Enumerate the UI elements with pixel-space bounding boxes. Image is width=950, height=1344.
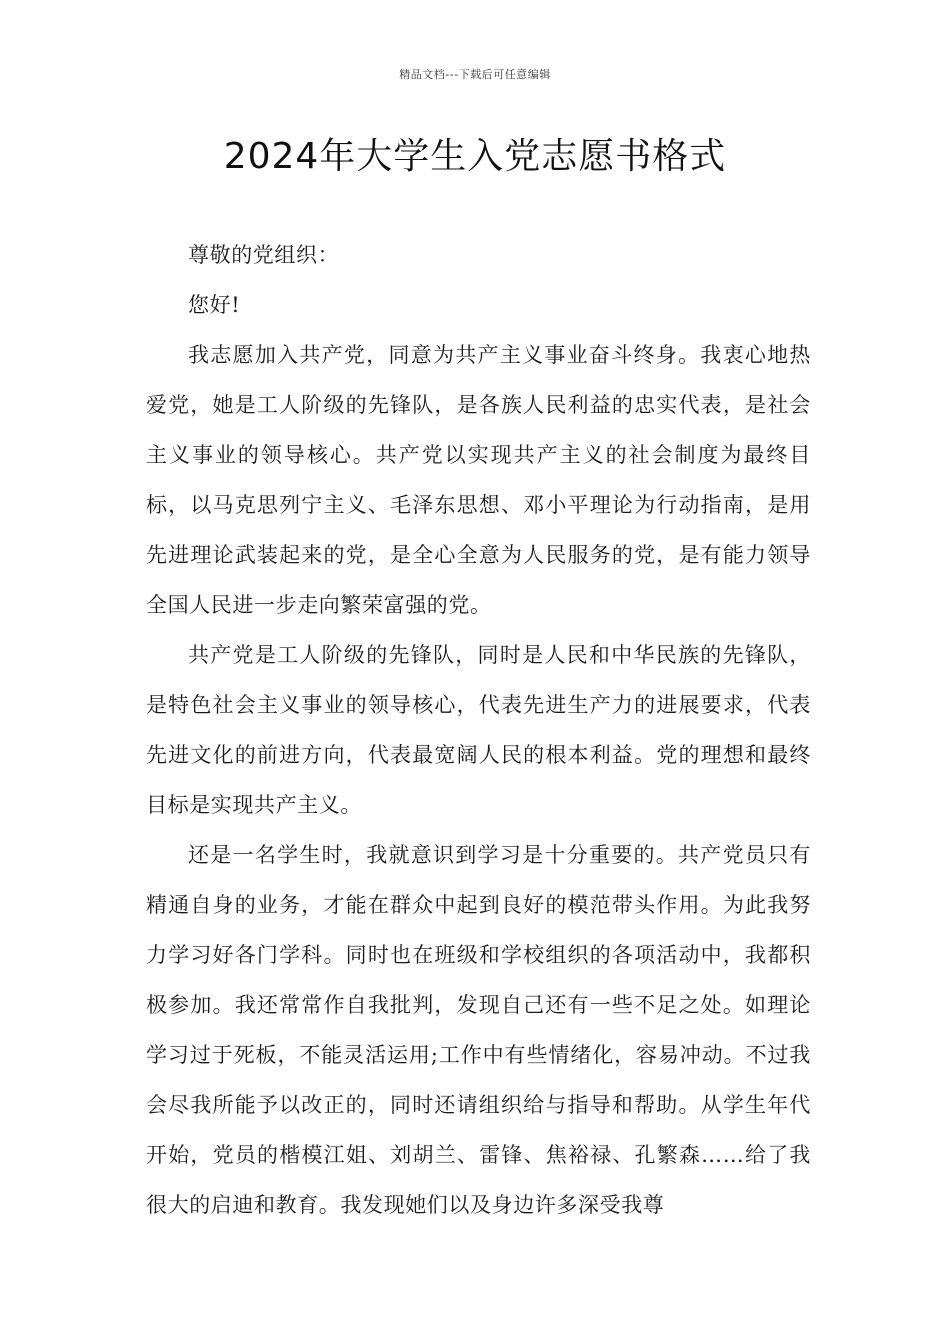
header-note: 精品文档---下载后可任意编辑 xyxy=(399,68,551,81)
paragraph-3: 还是一名学生时，我就意识到学习是十分重要的。共产党员只有精通自身的业务，才能在群众中起到良好的模范带头作用。为此我努力学习好各门学科。同时也在班级和学校组织的各项活动中，我都积极参加。我还常常作自我批判，发现自己还有一些不足之处。如理论学习过于死板，不能灵活运用;工作中有些情绪化，容易冲动。不过我会尽我所能予以改正的，同时还请组织给与指导和帮助。从学生年代开始，党员的楷模江姐、刘胡兰、雷锋、焦裕禄、孔繁森……给了我很大的启迪和教育。我发现她们以及身边许多深受我尊 xyxy=(146,843,811,1217)
greeting: 您好! xyxy=(188,293,241,317)
document-title: 2024年大学生入党志愿书格式 xyxy=(223,136,727,177)
paragraph-2: 共产党是工人阶级的先锋队，同时是人民和中华民族的先锋队，是特色社会主义事业的领导核心，代表先进生产力的进展要求，代表先进文化的前进方向，代表最宽阔人民的根本利益。党的理想和最终目标是实现共产主义。 xyxy=(146,643,811,817)
salutation: 尊敬的党组织： xyxy=(188,243,340,267)
paragraph-1: 我志愿加入共产党，同意为共产主义事业奋斗终身。我衷心地热爱党，她是工人阶级的先锋队，是各族人民利益的忠实代表，是社会主义事业的领导核心。共产党以实现共产主义的社会制度为最终目标，以马克思列宁主义、毛泽东思想、邓小平理论为行动指南，是用先进理论武装起来的党，是全心全意为人民服务的党，是有能力领导全国人民进一步走向繁荣富强的党。 xyxy=(146,343,811,617)
document-body xyxy=(146,230,811,1230)
